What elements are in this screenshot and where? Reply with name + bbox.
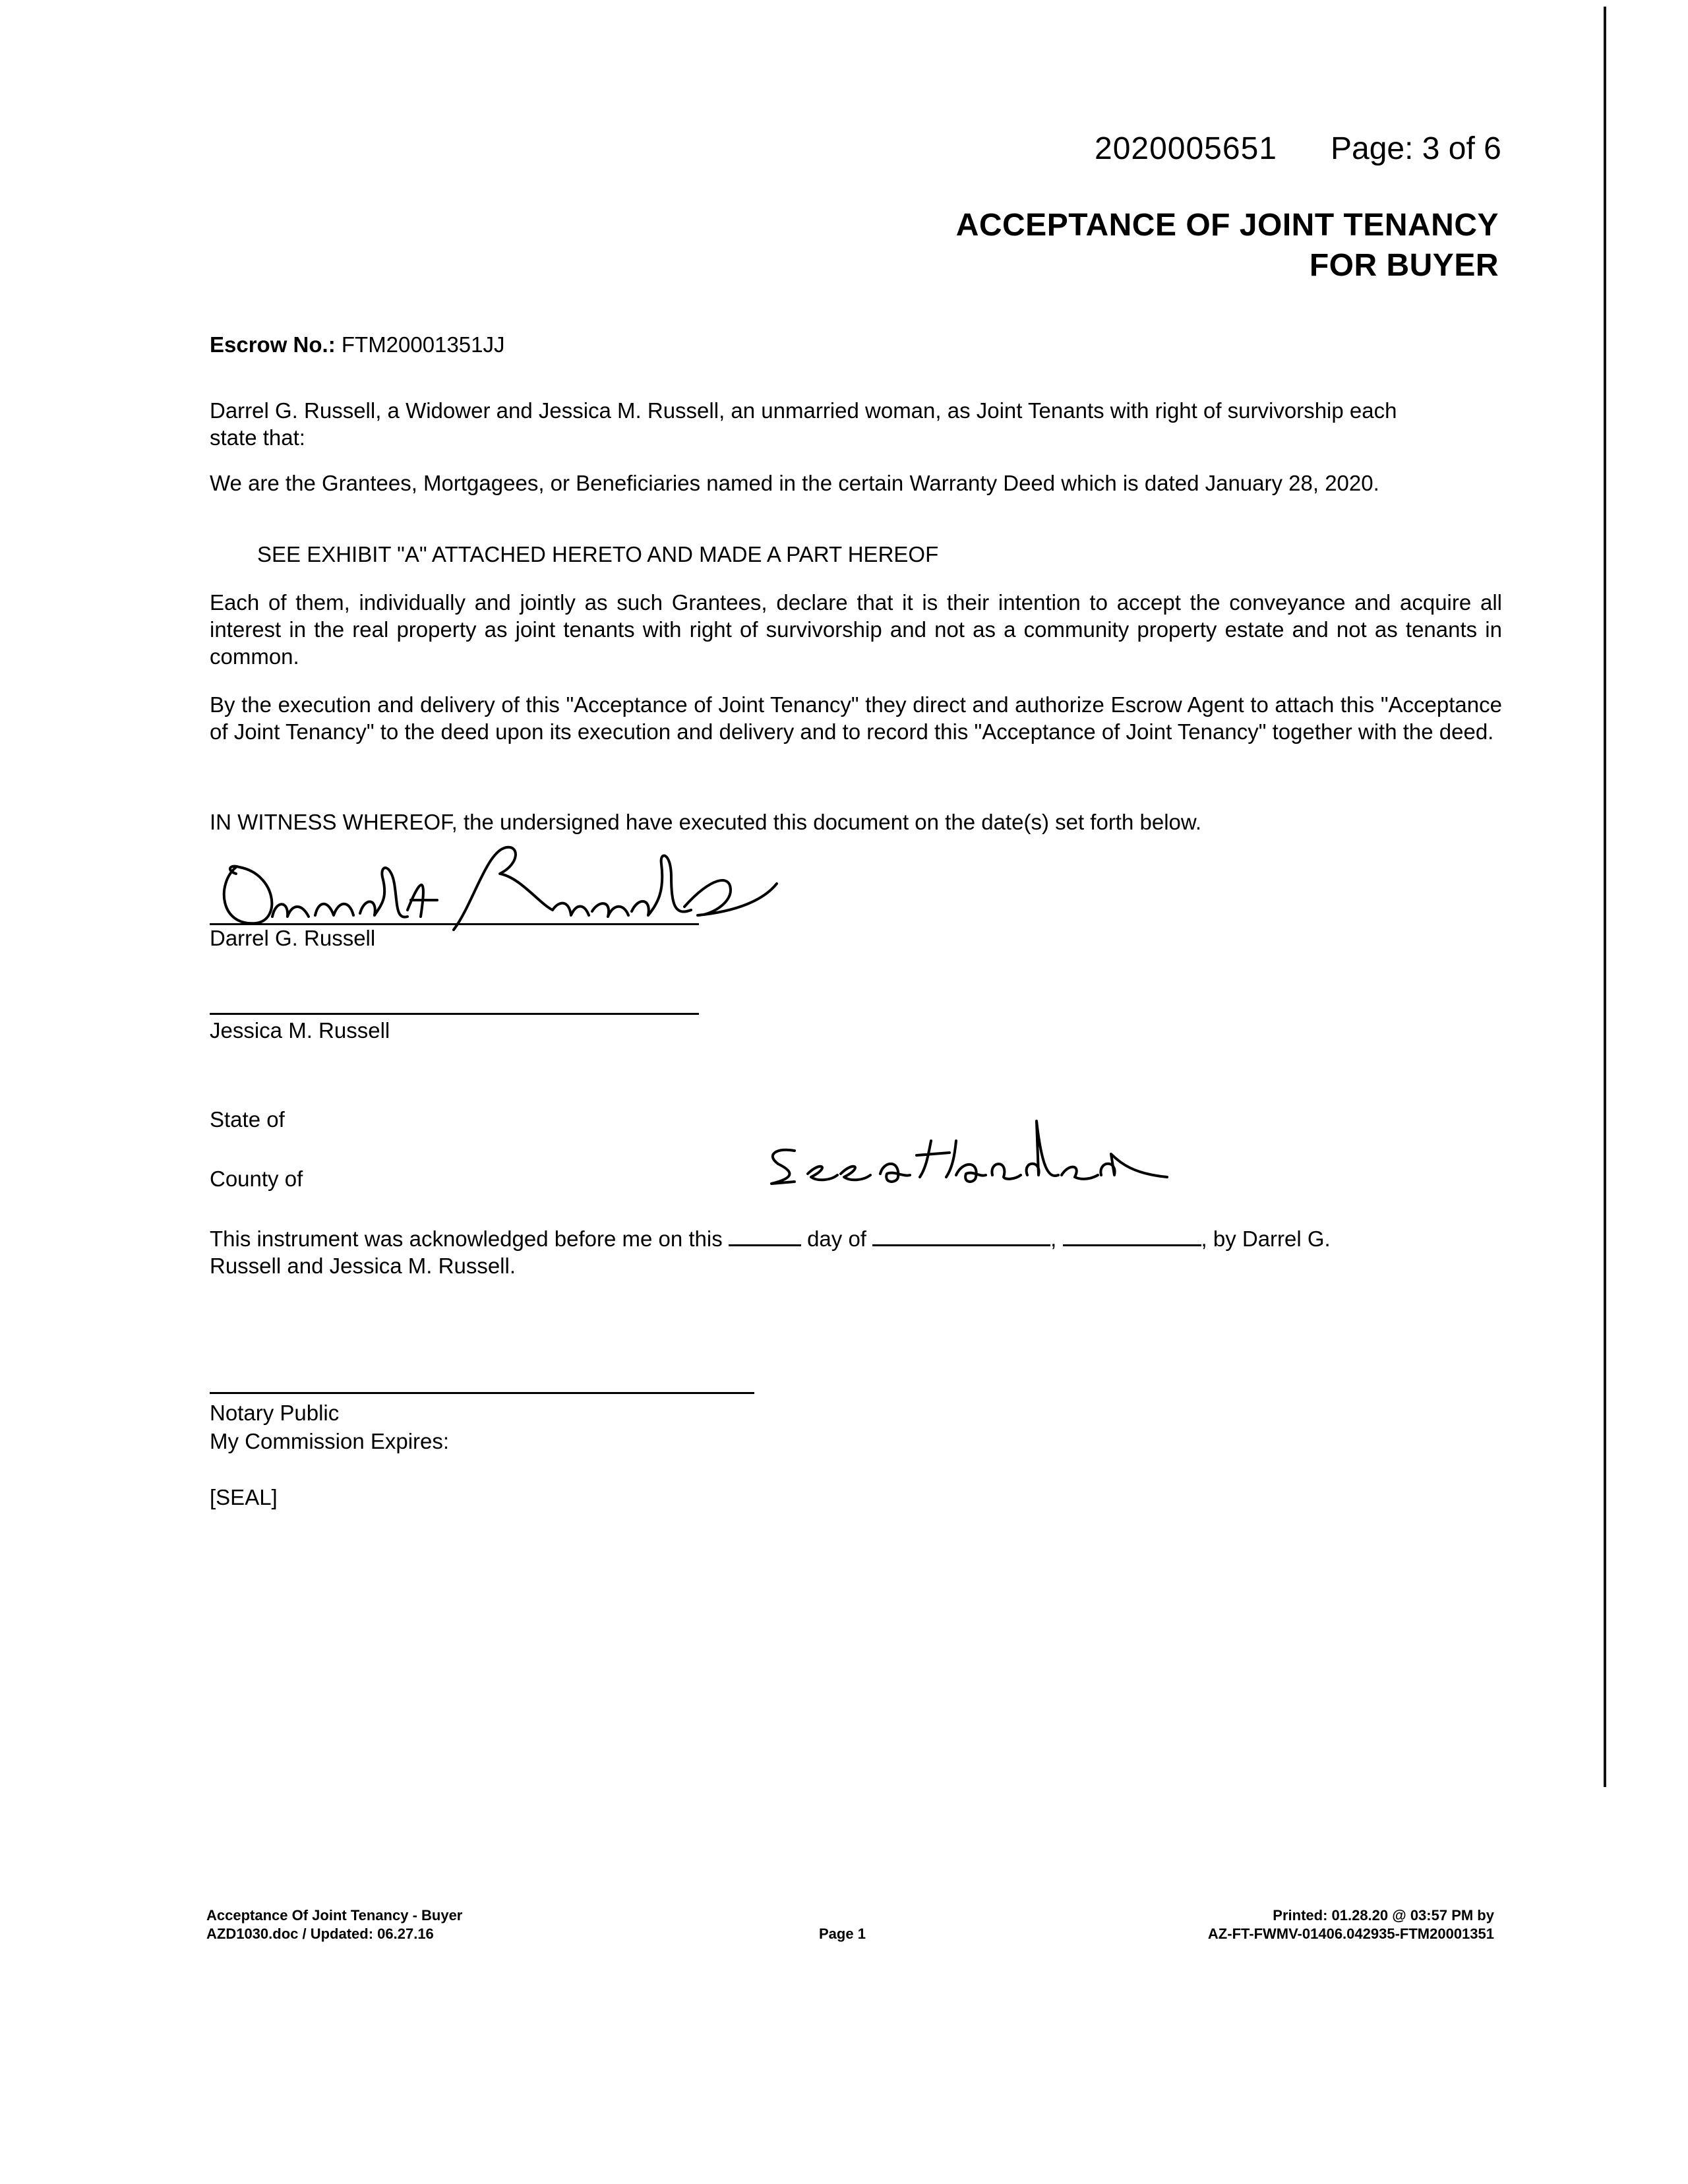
- signature-line-2: [210, 1013, 699, 1015]
- ack-month-blank: [872, 1225, 1050, 1246]
- ack-text-1: This instrument was acknowledged before me on this: [210, 1227, 723, 1251]
- footer-printed: Printed: 01.28.20 @ 03:57 PM by: [1273, 1907, 1494, 1924]
- seal-label: [SEAL]: [210, 1485, 278, 1509]
- ack-text-3: , by Darrel G.: [1201, 1227, 1331, 1251]
- state-label: State of: [210, 1107, 285, 1132]
- grantees-paragraph: We are the Grantees, Mortgagees, or Beneficiaries named in the certain Warranty Deed which is dated January 28, 2020.: [210, 471, 1379, 495]
- exhibit-line: SEE EXHIBIT "A" ATTACHED HERETO AND MADE A PART HEREOF: [257, 542, 939, 566]
- ack-year-blank: [1063, 1225, 1201, 1246]
- signer-name-jessica: Jessica M. Russell: [210, 1018, 390, 1043]
- acknowledgment-line1: [210, 1225, 1331, 1253]
- notary-public-label: Notary Public: [210, 1401, 340, 1425]
- ack-day-blank: [729, 1225, 801, 1246]
- witness-line: IN WITNESS WHEREOF, the undersigned have executed this document on the date(s) set forth below.: [210, 810, 1202, 834]
- footer-form-file: AZD1030.doc / Updated: 06.27.16: [206, 1926, 434, 1942]
- escrow-label: Escrow No.:: [210, 332, 336, 357]
- scan-edge-line: [1604, 7, 1606, 1787]
- escrow-row: [210, 331, 505, 359]
- escrow-number: FTM20001351JJ: [341, 332, 505, 357]
- parties-paragraph: Darrel G. Russell, a Widower and Jessica M. Russell, an unmarried woman, as Joint Tenants with right of survivorship each state that:: [210, 398, 1397, 450]
- footer-printed-id: AZ-FT-FWMV-01406.042935-FTM20001351: [1207, 1926, 1494, 1942]
- footer-page-number: Page 1: [819, 1926, 866, 1942]
- notary-signature-line: [210, 1392, 754, 1394]
- county-label: County of: [210, 1167, 303, 1191]
- ack-text-2: day of: [807, 1227, 866, 1251]
- ack-comma: ,: [1050, 1227, 1057, 1251]
- document-title-line1: ACCEPTANCE OF JOINT TENANCY: [955, 208, 1499, 243]
- signer-name-darrel: Darrel G. Russell: [210, 926, 376, 950]
- intention-paragraph: Each of them, individually and jointly as such Grantees, declare that it is their intention to accept the conveyance and acquire all interest in the real property as joint tenants with right of survivorship and not as a community property estate and not as tenants in common.: [210, 590, 1502, 669]
- handwriting-see-attached-icon: [758, 1114, 1180, 1200]
- handwritten-see-attached: [758, 1114, 1180, 1200]
- authorization-paragraph: By the execution and delivery of this "Acceptance of Joint Tenancy" they direct and authorize Escrow Agent to attach this "Acceptance of Joint Tenancy" to the deed upon its execution and delivery and to record this "Acceptance of Joint Tenancy" together with the deed.: [210, 692, 1502, 744]
- page-indicator: Page: 3 of 6: [1331, 131, 1501, 166]
- recording-number: 2020005651: [1095, 131, 1277, 166]
- document-title-line2: FOR BUYER: [1309, 248, 1499, 283]
- commission-expires-label: My Commission Expires:: [210, 1429, 450, 1453]
- acknowledgment-line2: Russell and Jessica M. Russell.: [210, 1254, 516, 1278]
- footer-form-title: Acceptance Of Joint Tenancy - Buyer: [206, 1907, 463, 1924]
